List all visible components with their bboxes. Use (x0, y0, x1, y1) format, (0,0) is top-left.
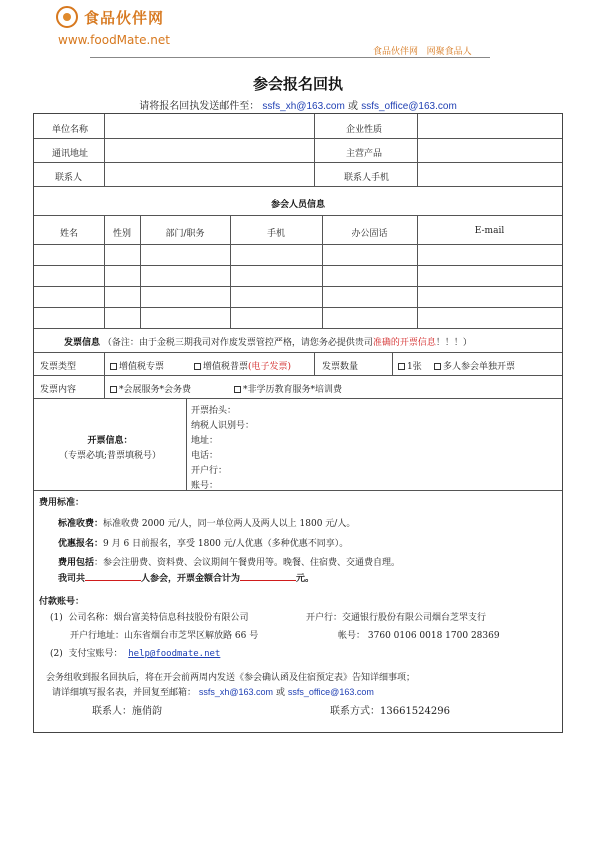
company-name-label: 公司名称： (68, 613, 114, 623)
header-link-slogan[interactable]: 网聚食品人 (426, 47, 472, 57)
label-company-nature: 企业性质 (346, 125, 383, 135)
registration-form (33, 113, 563, 733)
bank-address-label: 开户行地址： (70, 631, 125, 641)
logo-url: www.foodMate.net (58, 33, 170, 47)
bank-address-value: 山东省烟台市芝罘区解放路 66 号 (124, 631, 259, 641)
contact-field[interactable] (106, 163, 313, 185)
col-mobile: 手机 (266, 229, 285, 239)
invoice-note-suffix: ！！！） (435, 338, 472, 348)
col-name: 姓名 (59, 229, 78, 239)
col-email: E-mail (474, 226, 505, 236)
label-invoice-type: 发票类型 (40, 362, 77, 372)
attendee-row[interactable] (35, 308, 561, 327)
alipay-label: 支付宝账号： (68, 649, 123, 659)
attendee-count-blank[interactable] (85, 573, 141, 581)
fees-standard (58, 516, 355, 529)
account-label: 帐号： (338, 631, 366, 641)
logo-text: 食品伙伴网 (84, 9, 165, 27)
footer-phone (330, 702, 450, 717)
payment-account (338, 628, 500, 641)
attendee-row[interactable] (35, 245, 561, 264)
unit-name-field[interactable] (106, 115, 313, 137)
footer-contact-name: 施俏韵 (132, 706, 162, 717)
alipay-account-link[interactable]: help@foodmate.net (128, 649, 221, 659)
col-office-phone: 办公固话 (351, 229, 388, 239)
option-one-invoice[interactable] (398, 359, 422, 372)
label-address: 通讯地址 (52, 149, 89, 159)
checkbox-icon (434, 363, 441, 370)
footer-reply-prefix: 请详细填写报名表，并回复至邮箱： (52, 688, 197, 698)
option-conference-fee[interactable] (110, 382, 191, 395)
option-special-vat[interactable] (110, 359, 164, 372)
invoice-note-highlight: 准确的开票信息 (372, 338, 436, 348)
fees-includes-label: 费用包括 (58, 558, 95, 568)
checkbox-icon (194, 363, 201, 370)
attendees-heading: 参会人员信息 (270, 200, 325, 210)
contact-mobile-field[interactable] (419, 163, 561, 185)
subtitle-prefix: 请将报名回执发送邮件至： (139, 101, 260, 112)
invoice-note (64, 335, 472, 348)
billing-field-phone[interactable]: 电话： (191, 451, 219, 461)
payment-heading: 付款账号： (39, 597, 85, 607)
option-separate-invoice[interactable] (434, 359, 515, 372)
option-label: 1张 (407, 362, 422, 372)
bank-value: 交通银行股份有限公司烟台芝罘支行 (342, 613, 487, 623)
subtitle (0, 97, 596, 112)
email-link-office[interactable]: ssfs_office@163.com (361, 101, 457, 112)
billing-info-hint: （专票必填;普票填税号） (58, 451, 162, 461)
label-contact-mobile: 联系人手机 (344, 173, 390, 183)
fees-total-prefix: 我司共 (58, 574, 86, 584)
option-label: *非学历教育服务*培训费 (243, 385, 343, 395)
fees-standard-text: 标准收费 2000 元/人，同一单位两人及两人以上 1800 元/人。 (103, 519, 356, 529)
bank-label: 开户行： (306, 613, 343, 623)
payment-item-2 (50, 646, 220, 659)
footer-notice: 会务组收到报名回执后，将在开会前两周内发送《参会确认函及住宿预定表》告知详细事项； (46, 673, 416, 683)
checkbox-icon (234, 386, 241, 393)
checkbox-icon (110, 386, 117, 393)
page-title: 参会报名回执 (252, 75, 343, 93)
billing-field-address[interactable]: 地址： (191, 436, 219, 446)
payment-item-number: (1) (50, 613, 63, 623)
fees-standard-label: 标准收费： (58, 519, 104, 529)
header-links (373, 44, 472, 57)
attendee-row[interactable] (35, 287, 561, 306)
attendee-row[interactable] (35, 266, 561, 285)
option-label: 增值税普票 (203, 362, 249, 372)
footer-or: 或 (275, 688, 285, 698)
label-main-products: 主营产品 (346, 149, 383, 159)
fees-discount-text: 9 月 6 日前报名，享受 1800 元/人优惠（多种优惠不同享）。 (103, 539, 349, 549)
option-label: 增值税专票 (119, 362, 165, 372)
fees-heading: 费用标准： (39, 498, 85, 508)
fees-discount-label: 优惠报名： (58, 539, 104, 549)
electronic-invoice-note: (电子发票) (248, 362, 292, 372)
invoice-info-label: 发票信息 (64, 338, 101, 348)
payment-bank-address (70, 628, 258, 641)
fees-total-middle: 人参会，开票金额合计为 (141, 574, 241, 584)
payment-item-number: (2) (50, 649, 63, 659)
header-divider (90, 57, 490, 58)
col-gender: 性别 (112, 229, 131, 239)
footer-email-office[interactable]: ssfs_office@163.com (287, 687, 374, 697)
footer-phone-value: 13661524296 (380, 706, 450, 717)
company-nature-field[interactable] (419, 115, 561, 137)
header-link-foodmate[interactable]: 食品伙伴网 (373, 47, 419, 57)
checkbox-icon (398, 363, 405, 370)
billing-info-title: 开票信息： (87, 436, 133, 446)
option-label: *会展服务*会务费 (119, 385, 192, 395)
billing-field-title[interactable]: 开票抬头： (191, 406, 237, 416)
account-value: 3760 0106 0018 1700 28369 (367, 631, 500, 641)
label-contact: 联系人 (55, 173, 83, 183)
fees-total-suffix: 元。 (296, 574, 315, 584)
fees-includes (58, 555, 400, 568)
footer-reply (52, 685, 374, 698)
footer-contact (92, 702, 162, 717)
option-normal-vat[interactable] (194, 359, 291, 372)
label-invoice-qty: 发票数量 (322, 362, 359, 372)
payment-item-1 (50, 610, 249, 623)
address-field[interactable] (106, 139, 313, 161)
main-products-field[interactable] (419, 139, 561, 161)
fees-includes-text: ：参会注册费、资料费、会议期间午餐费用等。晚餐、住宿费、交通费自理。 (94, 558, 401, 568)
fees-total (58, 571, 314, 584)
invoice-note-prefix: （备注：由于金税三期我司对作废发票管控严格，请您务必提供贵司 (102, 338, 373, 348)
checkbox-icon (110, 363, 117, 370)
company-name-value: 烟台富美特信息科技股份有限公司 (113, 613, 249, 623)
invoice-amount-blank[interactable] (240, 573, 296, 581)
option-label: 多人参会单独开票 (443, 362, 516, 372)
billing-field-bank[interactable]: 开户行： (191, 466, 228, 476)
subtitle-or: 或 (348, 101, 359, 112)
footer-contact-label: 联系人： (92, 706, 132, 717)
col-department: 部门/职务 (165, 229, 205, 239)
billing-field-account[interactable]: 账号： (191, 481, 219, 491)
logo-icon (56, 6, 78, 28)
label-invoice-content: 发票内容 (40, 385, 77, 395)
footer-email-xh[interactable]: ssfs_xh@163.com (198, 687, 274, 697)
option-training-fee[interactable] (234, 382, 342, 395)
fees-discount (58, 536, 348, 549)
email-link-xh[interactable]: ssfs_xh@163.com (262, 101, 345, 112)
footer-phone-label: 联系方式： (330, 706, 380, 717)
billing-field-tax-id[interactable]: 纳税人识别号： (191, 421, 255, 431)
payment-bank (306, 610, 486, 623)
label-unit-name: 单位名称 (52, 125, 89, 135)
